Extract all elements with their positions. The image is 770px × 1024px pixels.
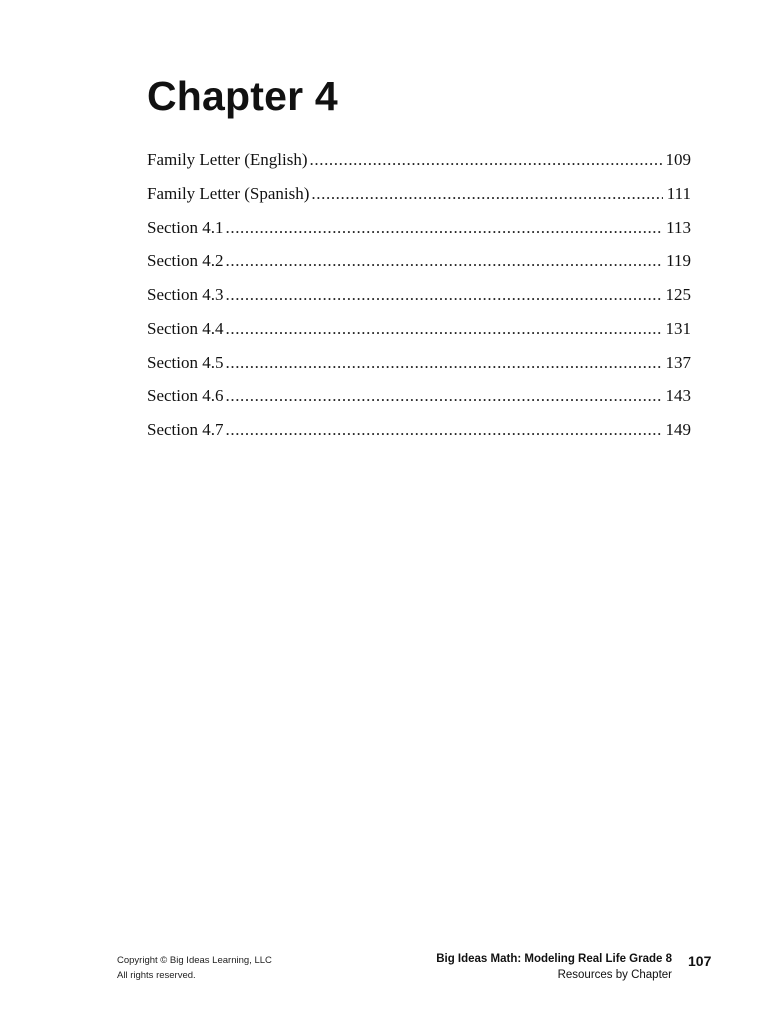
dot-leader	[226, 413, 662, 447]
footer-copyright-block	[117, 953, 272, 983]
rights-text: All rights reserved.	[117, 970, 196, 981]
toc-entry-section-4-6[interactable]	[147, 379, 691, 413]
toc-entry-label: Family Letter (English)	[147, 150, 308, 169]
toc-entry-page: 119	[666, 251, 691, 271]
dot-leader	[226, 312, 662, 346]
toc-entry-family-letter-spanish[interactable]	[147, 177, 691, 211]
toc-entry-label: Section 4.3	[147, 285, 224, 304]
dot-leader	[226, 379, 662, 413]
toc-entry-label: Section 4.2	[147, 251, 224, 271]
footer-book-info	[436, 951, 672, 983]
toc-entry-label: Family Letter (Spanish)	[147, 183, 310, 203]
toc-entry-label: Section 4.5	[147, 352, 224, 372]
dot-leader	[226, 346, 662, 380]
toc-entry-page: 131	[665, 318, 691, 338]
toc-entry-section-4-3[interactable]	[147, 278, 691, 312]
dot-leader	[310, 143, 662, 177]
toc-entry-label: Section 4.4	[147, 318, 224, 338]
toc-entry-page: 149	[665, 420, 691, 439]
toc-entry-section-4-5[interactable]	[147, 346, 691, 380]
toc-entry-page: 111	[666, 183, 691, 203]
toc-entry-section-4-7[interactable]	[147, 413, 691, 447]
toc-entry-page: 109	[665, 150, 691, 169]
copyright-text: Copyright © Big Ideas Learning, LLC	[117, 955, 272, 966]
dot-leader	[311, 177, 662, 211]
toc-entry-page: 113	[666, 217, 691, 237]
toc-entry-section-4-1[interactable]	[147, 211, 691, 245]
page-number: 107	[688, 953, 712, 969]
toc-entry-label: Section 4.6	[147, 386, 224, 406]
dot-leader	[226, 278, 662, 312]
book-title: Big Ideas Math: Modeling Real Life Grade 8	[436, 953, 672, 965]
toc-entry-section-4-2[interactable]	[147, 244, 691, 278]
toc-entry-page: 143	[665, 386, 691, 406]
toc-entry-page: 137	[665, 352, 691, 372]
toc-entry-label: Section 4.1	[147, 217, 224, 237]
dot-leader	[226, 211, 663, 245]
book-subtitle: Resources by Chapter	[557, 969, 672, 981]
dot-leader	[226, 244, 663, 278]
table-of-contents	[147, 143, 691, 447]
toc-entry-family-letter-english[interactable]	[147, 143, 691, 177]
toc-entry-page: 125	[665, 285, 691, 304]
chapter-title: Chapter 4	[147, 73, 338, 119]
toc-entry-section-4-4[interactable]	[147, 312, 691, 346]
toc-entry-label: Section 4.7	[147, 420, 224, 439]
